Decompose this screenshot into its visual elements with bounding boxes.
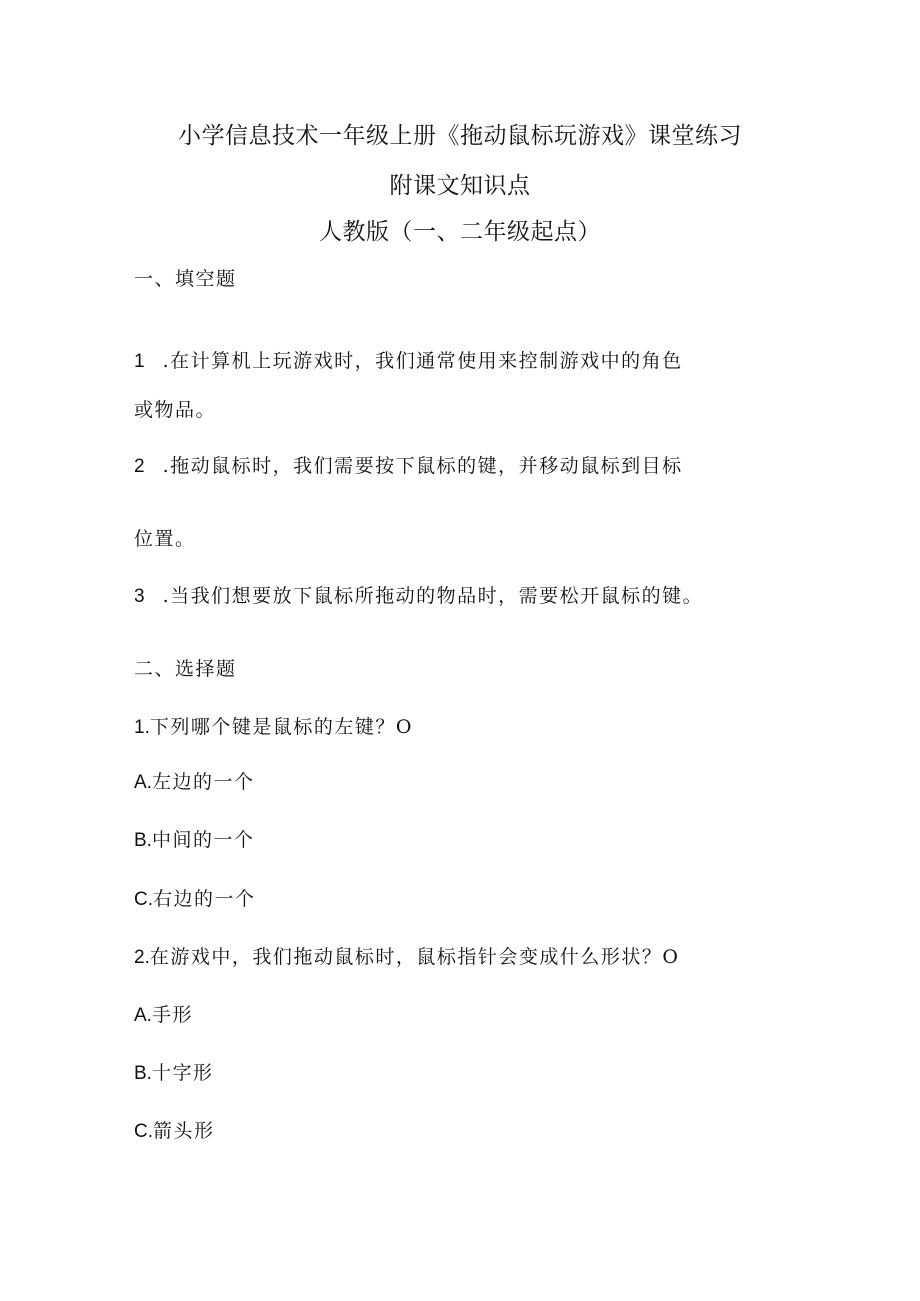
section-heading-fill-blank: 一、填空题 [134, 268, 237, 290]
fill-blank-question [134, 581, 703, 608]
question-number: 2 [134, 456, 145, 477]
choice-option [134, 767, 254, 794]
option-text: 左边的一个 [151, 771, 255, 793]
question-number: 1. [134, 717, 150, 738]
question-text: 下列哪个键是鼠标的左键？O [149, 716, 413, 738]
choice-question [134, 942, 679, 969]
question-text: .拖动鼠标时，我们需要按下鼠标的键，并移动鼠标到目标 [162, 455, 683, 477]
doc-edition: 人教版（一、二年级起点） [319, 219, 601, 245]
doc-title: 小学信息技术一年级上册《拖动鼠标玩游戏》课堂练习 [178, 123, 742, 149]
option-text: 箭头形 [153, 1120, 215, 1142]
choice-option [134, 825, 254, 852]
question-text: .在计算机上玩游戏时，我们通常使用来控制游戏中的角色 [162, 350, 683, 372]
question-text: 在游戏中，我们拖动鼠标时，鼠标指针会变成什么形状？O [149, 946, 680, 968]
option-letter: C. [134, 889, 153, 910]
question-number: 1 [134, 351, 145, 372]
question-continuation: 位置。 [134, 528, 196, 550]
option-letter: B. [134, 830, 152, 851]
option-text: 中间的一个 [151, 829, 255, 851]
option-text: 右边的一个 [153, 888, 256, 910]
question-continuation: 或物品。 [134, 399, 217, 421]
choice-option [134, 1000, 193, 1027]
option-letter: C. [134, 1121, 153, 1142]
doc-subtitle: 附课文知识点 [389, 173, 531, 199]
choice-option [134, 1058, 213, 1085]
question-text: .当我们想要放下鼠标所拖动的物品时，需要松开鼠标的键。 [162, 585, 704, 607]
choice-option [134, 1116, 215, 1143]
choice-question [134, 712, 413, 739]
fill-blank-question [134, 346, 683, 373]
option-text: 手形 [151, 1004, 193, 1026]
option-letter: A. [134, 772, 152, 793]
choice-option [134, 884, 256, 911]
option-text: 十字形 [151, 1062, 214, 1084]
fill-blank-question [134, 451, 683, 478]
question-number: 3 [134, 586, 145, 607]
section-heading-choice: 二、选择题 [134, 658, 237, 680]
option-letter: A. [134, 1005, 152, 1026]
question-number: 2. [134, 947, 150, 968]
option-letter: B. [134, 1063, 152, 1084]
